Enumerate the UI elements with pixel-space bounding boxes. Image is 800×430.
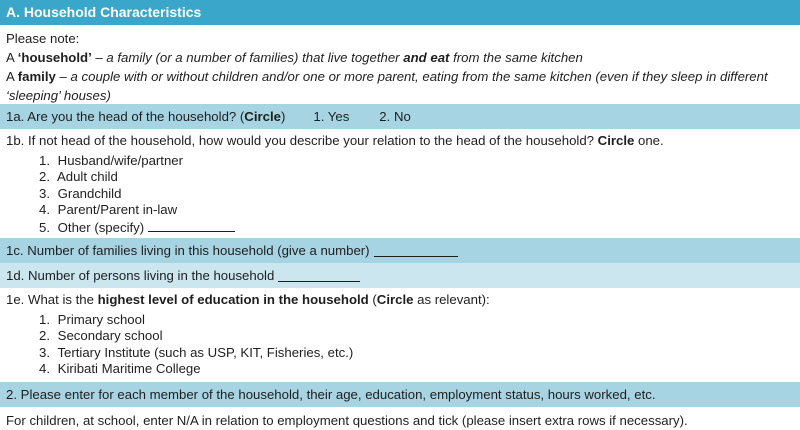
list-item[interactable]: 1. Husband/wife/partner xyxy=(39,152,184,168)
family-article: A xyxy=(6,69,18,84)
list-item[interactable]: 3. Grandchild xyxy=(39,185,122,201)
household-article: A xyxy=(6,50,18,65)
footer-note xyxy=(0,407,800,430)
q1e-bold: highest level of education in the household xyxy=(97,292,369,307)
q1e-text: 1e. What is the xyxy=(6,292,98,307)
list-item[interactable]: 5. Other (specify) xyxy=(39,219,794,237)
list-item[interactable]: 3. Tertiary Institute (such as USP, KIT, Fisheries, etc.) xyxy=(39,344,354,360)
list-item[interactable]: 2. Secondary school xyxy=(39,328,163,343)
other-specify-blank[interactable] xyxy=(148,219,235,232)
q1a-option-no[interactable]: 2. No xyxy=(379,109,411,124)
section-title: A. Household Characteristics xyxy=(6,4,202,20)
household-def-part2: from the same kitchen xyxy=(449,50,583,65)
household-def-bold: and eat xyxy=(403,50,450,65)
q1a-option-yes[interactable]: 1. Yes xyxy=(313,109,350,124)
note-block xyxy=(0,25,800,101)
list-item[interactable]: 4. Kiribati Maritime College xyxy=(39,361,201,376)
question-1c xyxy=(0,238,800,263)
section-header xyxy=(0,0,800,25)
household-definition xyxy=(6,48,794,67)
q1e-prompt xyxy=(6,292,794,309)
question-2 xyxy=(0,382,800,407)
q1b-circle: Circle xyxy=(597,133,635,148)
q1b-text: 1b. If not head of the household, how would you describe your relation to the head of the household? xyxy=(6,133,598,148)
list-item[interactable]: 4. Parent/Parent in-law xyxy=(39,202,178,217)
household-term: ‘household’ xyxy=(17,50,92,65)
q1a-circle: Circle xyxy=(244,109,281,124)
q1e-mid: ( xyxy=(368,292,377,307)
persons-count-blank[interactable] xyxy=(278,269,360,282)
q1b-tail: one. xyxy=(634,133,664,148)
q1e-circle: Circle xyxy=(376,292,414,307)
q1c-text: 1c. Number of families living in this household (give a number) xyxy=(6,243,370,258)
q1d-text: 1d. Number of persons living in the household xyxy=(6,268,275,283)
household-def-part1: – a family (or a number of families) that live together xyxy=(91,50,404,65)
q2-text: 2. Please enter for each member of the household, their age, education, employment status, hours worked, etc. xyxy=(6,387,656,402)
question-1e xyxy=(0,288,800,382)
footer-text: For children, at school, enter N/A in relation to employment questions and tick (please insert extra rows if necessary). xyxy=(6,413,688,428)
question-1a xyxy=(0,104,800,129)
q1b-options xyxy=(6,153,794,237)
q1b-prompt xyxy=(6,133,794,150)
family-def: – a couple with or without children and/or one or more parent, eating from the same kitchen (even if they sleep in different ‘sleeping’ houses) xyxy=(6,69,768,103)
list-item[interactable]: 1. Primary school xyxy=(39,311,145,327)
q1e-options xyxy=(6,312,794,378)
q1a-close: ) xyxy=(280,109,286,124)
list-item[interactable]: 2. Adult child xyxy=(39,169,118,184)
family-definition xyxy=(6,67,794,105)
note-intro: Please note: xyxy=(6,31,80,46)
family-term: family xyxy=(17,69,56,84)
question-1b xyxy=(0,129,800,238)
question-1d xyxy=(0,263,800,288)
q1a-text: 1a. Are you the head of the household? ( xyxy=(6,109,245,124)
q1e-tail: as relevant): xyxy=(413,292,490,307)
families-count-blank[interactable] xyxy=(374,244,458,257)
